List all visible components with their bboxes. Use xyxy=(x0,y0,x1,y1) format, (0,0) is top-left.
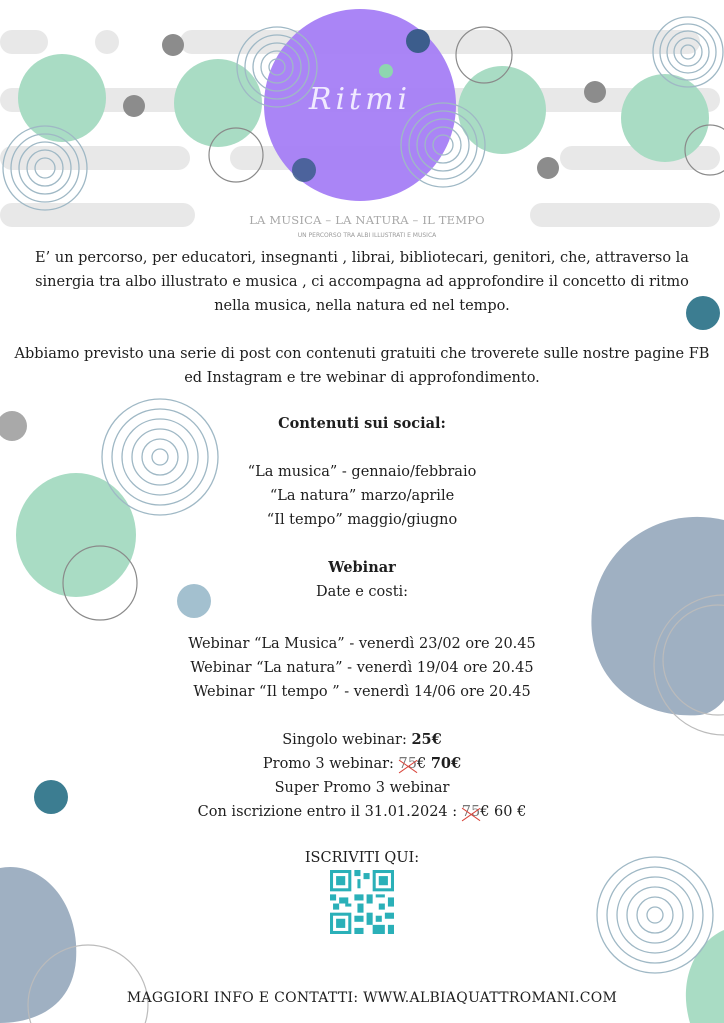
promo-new-price: 70€ xyxy=(430,755,462,772)
early-price-label: Con iscrizione entro il 31.01.2024 : xyxy=(197,804,458,820)
webinar-dates xyxy=(0,632,724,704)
promo-price-row xyxy=(0,752,724,776)
social-list xyxy=(0,460,724,532)
intro-paragraph xyxy=(0,246,724,318)
webinar-heading: Webinar xyxy=(328,559,396,576)
intro-line: E’ un percorso, per educatori, insegnanti , librai, bibliotecari, genitori, che, attraverso la xyxy=(35,250,689,266)
program-paragraph xyxy=(0,342,724,390)
footer-contacts: MAGGIORI INFO E CONTATTI: WWW.ALBIAQUATTROMANI.COM xyxy=(126,990,618,1006)
social-item: “La musica” - gennaio/febbraio xyxy=(247,464,477,480)
early-new-price: € 60 € xyxy=(480,804,527,820)
pricing xyxy=(0,728,724,824)
social-heading: Contenuti sui social: xyxy=(278,415,446,432)
webinar-subheading: Date e costi: xyxy=(315,584,409,600)
program-line: ed Instagram e tre webinar di approfondimento. xyxy=(184,370,540,386)
webinar-date: Webinar “Il tempo ” - venerdì 14/06 ore 20.45 xyxy=(193,684,531,700)
webinar-date: Webinar “La natura” - venerdì 19/04 ore 20.45 xyxy=(190,660,534,676)
program-line: Abbiamo previsto una serie di post con contenuti gratuiti che troverete sulle nostre pagine FB xyxy=(14,346,710,362)
promo-old-price: 75 xyxy=(398,756,417,772)
promo-old-suffix: € xyxy=(417,756,427,772)
single-price-row xyxy=(0,728,724,752)
super-promo-label: Super Promo 3 webinar xyxy=(274,780,450,796)
social-item: “Il tempo” maggio/giugno xyxy=(266,512,458,528)
qr-code-icon[interactable] xyxy=(330,870,394,934)
single-price-value: 25€ xyxy=(411,731,442,748)
webinar-date: Webinar “La Musica” - venerdì 23/02 ore 20.45 xyxy=(188,636,536,652)
intro-line: sinergia tra albo illustrato e musica , ci accompagna ad approfondire il concetto di ritmo xyxy=(35,274,689,290)
subtagline: UN PERCORSO TRA ALBI ILLUSTRATI E MUSICA xyxy=(297,232,437,239)
promo-price-label: Promo 3 webinar: xyxy=(262,756,394,772)
early-old-price: 75 xyxy=(461,804,481,820)
logo-text: Ritmi xyxy=(308,82,412,117)
social-item: “La natura” marzo/aprile xyxy=(269,488,455,504)
intro-line: nella musica, nella natura ed nel tempo. xyxy=(214,298,510,314)
tagline: LA MUSICA – LA NATURA – IL TEMPO xyxy=(249,213,485,227)
single-price-label: Singolo webinar: xyxy=(282,732,407,748)
signup-label: ISCRIVITI QUI: xyxy=(304,850,420,866)
early-price-row xyxy=(0,800,724,824)
